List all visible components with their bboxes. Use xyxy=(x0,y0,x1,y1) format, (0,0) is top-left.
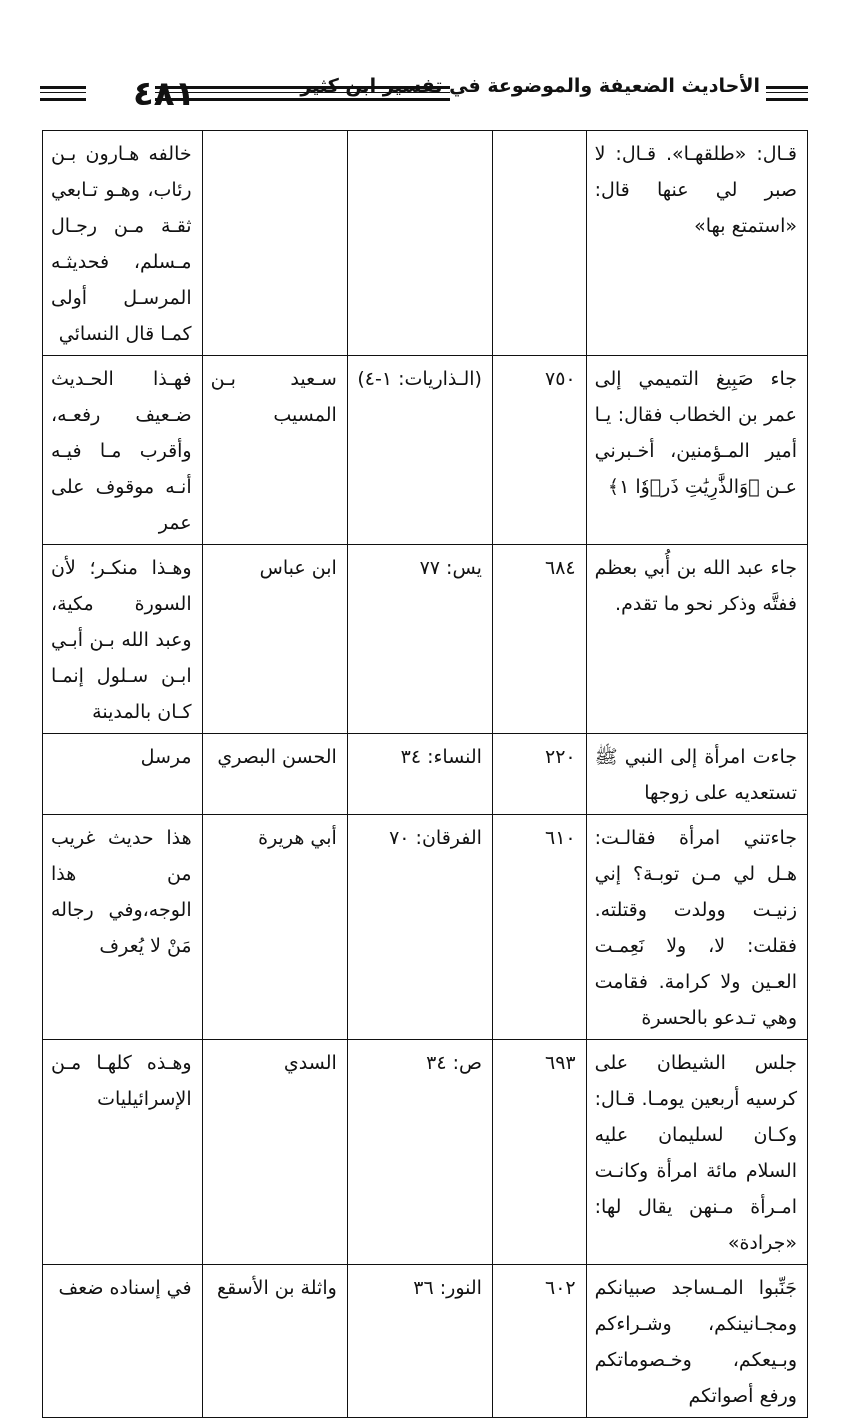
page-ref-cell: ٢٢٠ xyxy=(492,734,586,815)
page-ref-cell: ٦٠٢ xyxy=(492,1265,586,1418)
verse-ref-cell: النساء: ٣٤ xyxy=(347,734,492,815)
page-ref-cell: ٦١٠ xyxy=(492,815,586,1040)
page-ref-cell: ٦٨٤ xyxy=(492,545,586,734)
hadith-text-cell: جَنِّبوا المـساجد صبيانكم ومجـانينكم، وشـراءكم وبـيعكم، وخـصوماتكم ورفع أصواتكم xyxy=(586,1265,807,1418)
narrator-cell: أبي هريرة xyxy=(202,815,347,1040)
narrator-cell: السدي xyxy=(202,1040,347,1265)
narrator-cell: سـعيد بـن المسيب xyxy=(202,356,347,545)
verse-ref-cell: الفرقان: ٧٠ xyxy=(347,815,492,1040)
verse-ref-cell: النور: ٣٦ xyxy=(347,1265,492,1418)
verse-ref-cell xyxy=(347,131,492,356)
verse-ref-cell: يس: ٧٧ xyxy=(347,545,492,734)
grade-cell: في إسناده ضعف xyxy=(43,1265,203,1418)
hadith-table xyxy=(42,130,808,1418)
hadith-text-cell: قـال: «طلقهـا». قـال: لا صبر لي عنها قال: «استمتع بها» xyxy=(586,131,807,356)
grade-cell: هذا حديث غريب من هذا الوجه،وفي رجاله مَنْ لا يُعرف xyxy=(43,815,203,1040)
hadith-text-cell: جلس الشيطان على كرسيه أربعين يومـا. قـال: وكـان لسليمان عليه السلام مائة امرأة وكانـت امـرأة مـنهن يقال لها: «جرادة» xyxy=(586,1040,807,1265)
page-number: ٤٨١ xyxy=(133,74,196,114)
table-row xyxy=(43,1040,808,1265)
table-row xyxy=(43,815,808,1040)
hadith-text-cell: جاءتني امرأة فقالـت: هـل لي مـن توبـة؟ إني زنيـت وولدت وقتلته. فقلت: لا، ولا نَعِمـت العـين ولا كرامة. فقامت وهي تـدعو بالحسرة xyxy=(586,815,807,1040)
page-ref-cell: ٦٩٣ xyxy=(492,1040,586,1265)
hadith-text-cell: جاءت امرأة إلى النبي ﷺ تستعديه على زوجها xyxy=(586,734,807,815)
verse-ref-cell: ص: ٣٤ xyxy=(347,1040,492,1265)
narrator-cell: واثلة بن الأسقع xyxy=(202,1265,347,1418)
narrator-cell: الحسن البصري xyxy=(202,734,347,815)
grade-cell: وهـذا منكـر؛ لأن السورة مكية، وعبد الله بـن أبـي ابـن سـلول إنمـا كـان بالمدينة xyxy=(43,545,203,734)
table-row xyxy=(43,545,808,734)
page-header xyxy=(40,70,808,120)
table-row xyxy=(43,356,808,545)
table-row xyxy=(43,1265,808,1418)
table-row xyxy=(43,734,808,815)
narrator-cell: ابن عباس xyxy=(202,545,347,734)
hadith-text-cell: جاء صَبِيغ التميمي إلى عمر بن الخطاب فقال: يـا أمير المـؤمنين، أخـبرني عـن ﴿وَالذَّٰرِيَٰتِ ذَرۡوٗا ١﴾ xyxy=(586,356,807,545)
hadith-text-cell: جاء عبد الله بن أُبي بعظم ففتَّه وذكر نحو ما تقدم. xyxy=(586,545,807,734)
grade-cell: خالفه هـارون بـن رئاب، وهـو تـابعي ثقـة مـن رجـال مـسلم، فحديثـه المرسـل أولى كمـا قال النسائي xyxy=(43,131,203,356)
grade-cell: مرسل xyxy=(43,734,203,815)
header-rule-left xyxy=(40,86,86,101)
header-rule-right xyxy=(766,86,808,101)
running-title: الأحاديث الضعيفة والموضوعة في تفسير ابن كثير xyxy=(300,75,760,97)
page-ref-cell: ٧٥٠ xyxy=(492,356,586,545)
table-row xyxy=(43,131,808,356)
page-ref-cell xyxy=(492,131,586,356)
verse-ref-cell: (الـذاريات: ١-٤) xyxy=(347,356,492,545)
grade-cell: فهـذا الحـديث ضـعيف رفعـه، وأقرب مـا فيـه أنـه موقوف على عمر xyxy=(43,356,203,545)
narrator-cell xyxy=(202,131,347,356)
grade-cell: وهـذه كلهـا مـن الإسرائيليات xyxy=(43,1040,203,1265)
